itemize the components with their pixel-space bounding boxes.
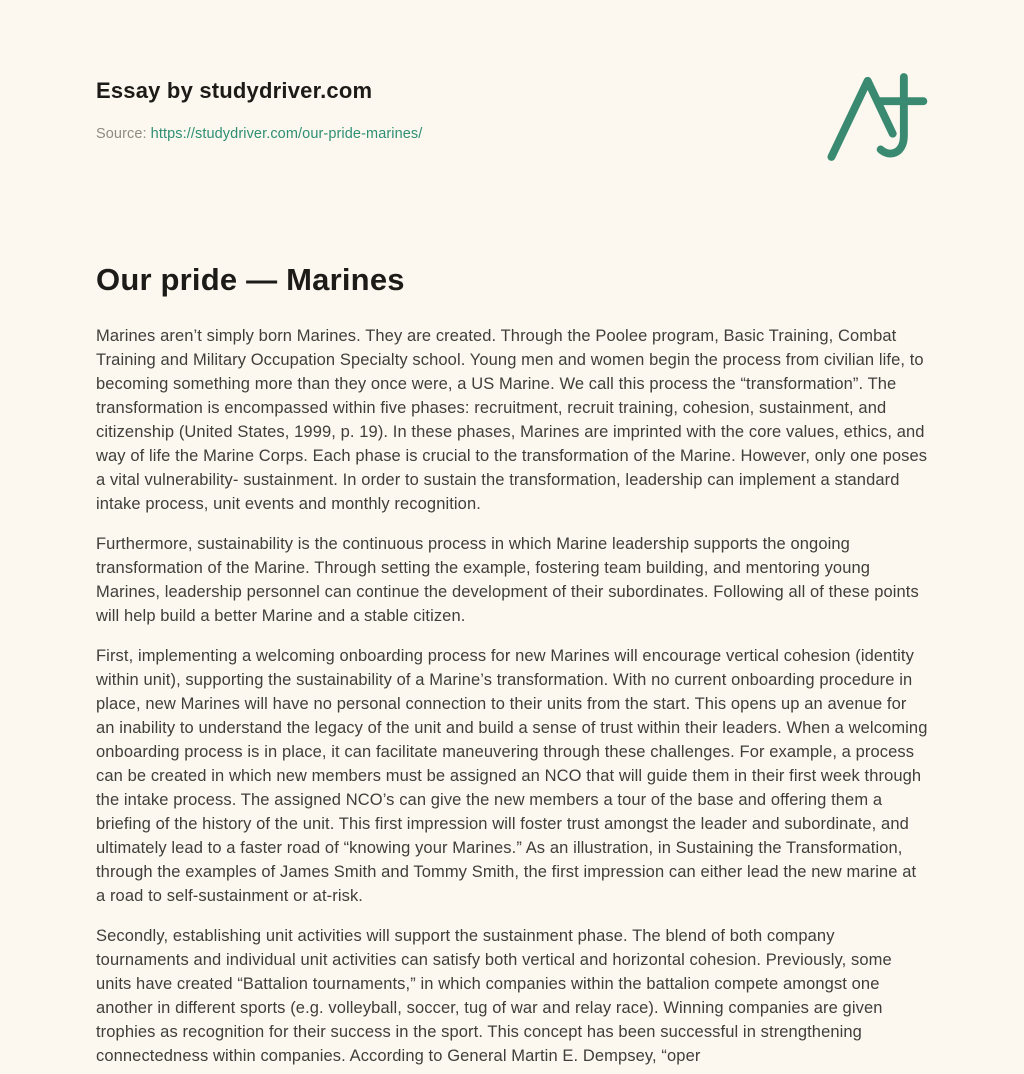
essay-title: Our pride — Marines [96,262,405,297]
essay-main [96,262,928,1068]
source-line [96,126,422,142]
source-label: Source: [96,126,147,142]
header-text-block [96,78,422,142]
studydriver-logo-icon [824,70,928,164]
document-header [96,0,928,164]
essay-body [96,324,928,1068]
essay-byline: Essay by studydriver.com [96,78,373,103]
source-url-link[interactable]: https://studydriver.com/our-pride-marines/ [150,126,423,142]
essay-paragraph-1: Marines aren’t simply born Marines. They are created. Through the Poolee program, Basic Training, Combat Training and Military Occupation Specialty school. Young men and women begin the process from civilian life, to becoming something more than they once were, a US Marine. We call this process the “transformation”. The transformation is encompassed within five phases: recruitment, recruit training, cohesion, sustainment, and citizenship (United States, 1999, p. 19). In these phases, Marines are imprinted with the core values, ethics, and way of life the Marine Corps. Each phase is crucial to the transformation of the Marine. However, only one poses a vital vulnerability- sustainment. In order to sustain the transformation, leadership can implement a standard intake process, unit events and monthly recognition. [96,327,928,513]
essay-paragraph-3: First, implementing a welcoming onboarding process for new Marines will encourage vertical cohesion (identity within unit), supporting the sustainability of a Marine’s transformation. With no current onboarding procedure in place, new Marines will have no personal connection to their units from the start. This opens up an avenue for an inability to understand the legacy of the unit and build a sense of trust within their leaders. When a welcoming onboarding process is in place, it can facilitate maneuvering through these challenges. For example, a process can be created in which new members must be assigned an NCO that will guide them in their first week through the intake process. The assigned NCO’s can give the new members a tour of the base and offering them a briefing of the history of the unit. This first impression will foster trust amongst the leader and subordinate, and ultimately lead to a faster road of “knowing your Marines.” As an illustration, in Sustaining the Transformation, through the examples of James Smith and Tommy Smith, the first impression can either lead the new marine at a road to self-sustainment or at-risk. [96,647,928,905]
essay-paragraph-4: Secondly, establishing unit activities will support the sustainment phase. The blend of both company tournaments and individual unit activities can satisfy both vertical and horizontal cohesion. Previously, some units have created “Battalion tournaments,” in which companies within the battalion compete amongst one another in different sports (e.g. volleyball, soccer, tug of war and relay race). Winning companies are given trophies as recognition for their success in the sport. This concept has been successful in strengthening connectedness within companies. According to General Martin E. Dempsey, “oper [96,927,892,1065]
essay-paragraph-2: Furthermore, sustainability is the continuous process in which Marine leadership supports the ongoing transformation of the Marine. Through setting the example, fostering team building, and mentoring young Marines, leadership personnel can continue the development of their subordinates. Following all of these points will help build a better Marine and a stable citizen. [96,535,919,625]
